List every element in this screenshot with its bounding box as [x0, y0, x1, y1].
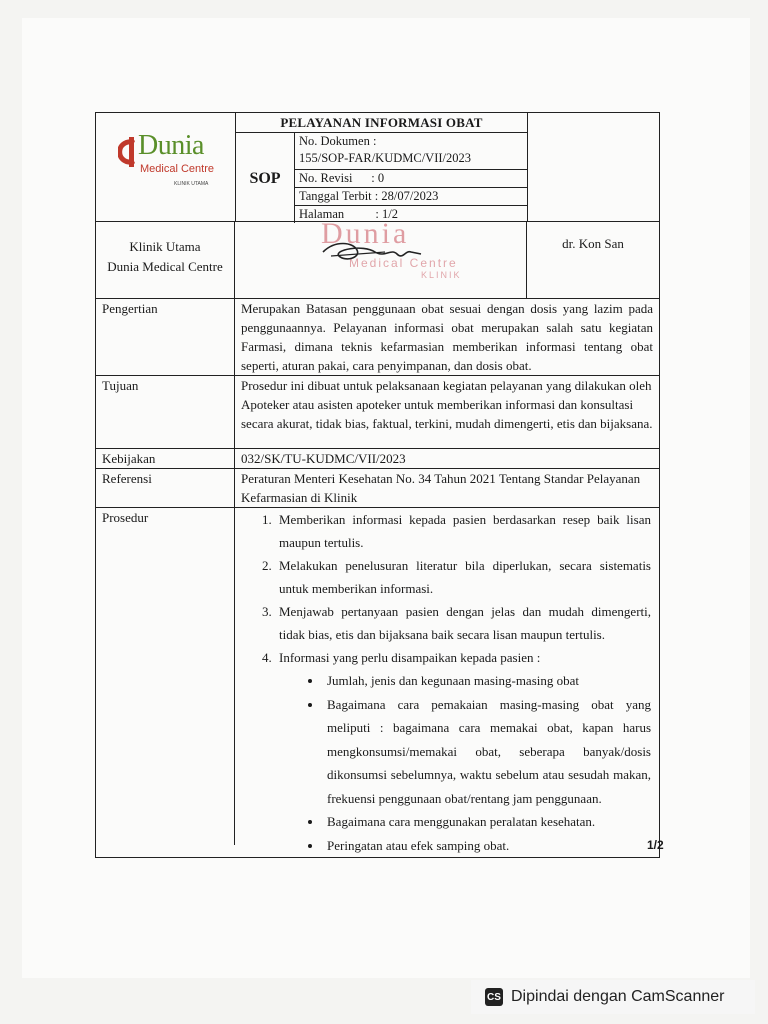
clinic-name: [96, 222, 235, 298]
camscanner-icon: CS: [485, 988, 503, 1006]
section-prosedur: [96, 507, 659, 857]
document-meta: [295, 133, 527, 223]
logo-tagline: KLINIK UTAMA: [174, 181, 209, 187]
section-label: Kebijakan: [96, 449, 235, 468]
procedure-steps: [235, 508, 659, 857]
procedure-step: 1. Memberikan informasi kepada pasien berdasarkan resep baik lisan maupun tertulis.: [275, 508, 651, 554]
info-bullets: [279, 669, 651, 857]
section-text: Prosedur ini dibuat untuk pelaksanaan kegiatan pelayanan yang dilakukan oleh Apoteker atau asisten apoteker untuk memberikan informasi dan konsultasi secara akurat, tidak bias, faktual, terkini, mudah dimengerti, etis dan bijaksana.: [241, 378, 653, 431]
signature-stamp: [235, 222, 527, 298]
sop-label: SOP: [236, 133, 295, 223]
logo-mark-icon: [118, 137, 136, 167]
no-dokumen-label: No. Dokumen :: [299, 134, 377, 148]
stamp-sub: Medical Centre: [349, 256, 458, 270]
section-text: Peraturan Menteri Kesehatan No. 34 Tahun 2021 Tentang Standar Pelayanan Kefarmasian di Klinik: [241, 471, 641, 505]
signature-row: [96, 221, 659, 298]
logo-subtitle: Medical Centre: [140, 163, 214, 175]
camscanner-text: Dipindai dengan CamScanner: [511, 988, 725, 1005]
info-bullet: • Bagaimana cara menggunakan peralatan kesehatan.: [323, 810, 651, 834]
procedure-step: 2. Melakukan penelusuran literatur bila diperlukan, secara sistematis untuk memberikan informasi.: [275, 554, 651, 600]
info-bullet: • Jumlah, jenis dan kegunaan masing-masing obat: [323, 669, 651, 693]
page-number: 1/2: [647, 838, 664, 852]
header-info: [236, 113, 528, 221]
section-text: 032/SK/TU-KUDMC/VII/2023: [241, 451, 406, 466]
clinic-name-line2: Dunia Medical Centre: [107, 259, 223, 274]
section-referensi: [96, 468, 659, 507]
section-label: Referensi: [96, 469, 235, 507]
section-label: Prosedur: [96, 508, 235, 845]
section-kebijakan: [96, 448, 659, 468]
section-label: Tujuan: [96, 376, 235, 448]
sop-header: [96, 113, 659, 221]
signature-icon: [235, 222, 526, 298]
no-revisi: No. Revisi : 0: [295, 170, 527, 188]
info-bullet: • Bagaimana cara pemakaian masing-masing obat yang meliputi : bagaimana cara memakai obat, kapan harus mengkonsumsi/memakai obat, seberapa banyak/dosis dikonsumsi sebelumnya, waktu sebelum atau sesudah makan, frekuensi penggunaan obat/rentang jam penggunaan.: [323, 693, 651, 811]
section-pengertian: [96, 298, 659, 375]
document-title: PELAYANAN INFORMASI OBAT: [236, 113, 527, 133]
halaman: Halaman : 1/2: [299, 207, 398, 221]
signer-name: dr. Kon San: [562, 236, 624, 251]
no-dokumen: [295, 133, 527, 170]
no-dokumen-value: 155/SOP-FAR/KUDMC/VII/2023: [299, 151, 472, 165]
procedure-body: [235, 508, 659, 857]
procedure-step: 4. Informasi yang perlu disampaikan kepada pasien : • Jumlah, jenis dan kegunaan masing-masing obat • Bagaimana cara pemakaian masing-masing obat yang meliputi : bagaimana cara memakai obat, kapan harus mengkonsumsi/memakai obat, seberapa banyak/dosis dikonsumsi sebelumnya, waktu sebelum atau sesudah makan, frekuensi penggunaan obat/rentang jam penggunaan. • Bagaimana cara menggunakan peralatan kesehatan. • Peringatan atau efek samping obat.: [275, 646, 651, 857]
header-blank-cell: [528, 113, 659, 221]
section-text: Merupakan Batasan penggunaan obat sesuai dengan dosis yang lazim pada penggunaannya. Pelayanan informasi obat merupakan salah satu kegiatan Farmasi, dimana teknis kefarmasian memberikan informasi tentang obat seperti, aturan pakai, cara penyimpanan, dan dosis obat.: [241, 301, 653, 373]
clinic-name-line1: Klinik Utama: [129, 239, 201, 254]
info-bullet: • Peringatan atau efek samping obat.: [323, 834, 651, 858]
procedure-step: 3. Menjawab pertanyaan pasien dengan jelas dan mudah dimengerti, tidak bias, etis dan bijaksana baik secara lisan maupun tertulis.: [275, 600, 651, 646]
stamp-word: Dunia: [321, 222, 410, 250]
sop-document: [95, 112, 660, 858]
camscanner-badge: [471, 980, 755, 1014]
logo-name: Dunia: [138, 130, 204, 161]
tanggal-terbit: Tanggal Terbit : 28/07/2023: [295, 188, 527, 206]
stamp-sub2: KLINIK: [421, 270, 462, 280]
section-label: Pengertian: [96, 299, 235, 375]
section-tujuan: [96, 375, 659, 448]
clinic-logo: [96, 113, 236, 221]
